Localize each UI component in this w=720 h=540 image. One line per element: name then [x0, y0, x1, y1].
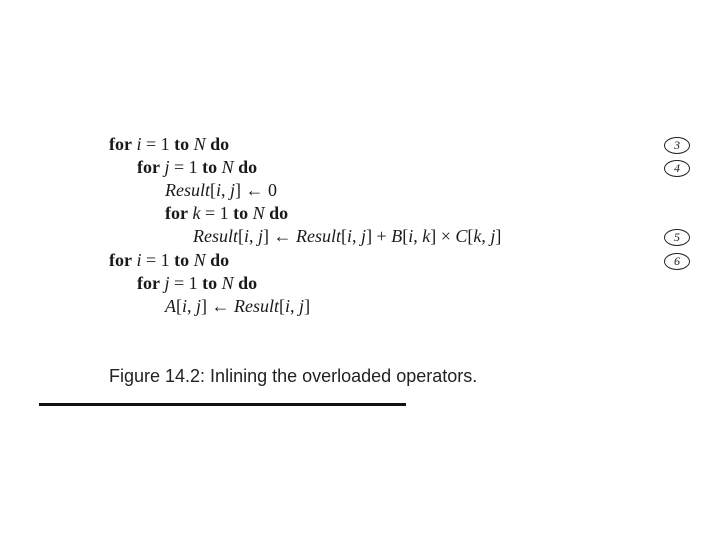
code-line-7: for j = 1 to N do: [137, 273, 258, 293]
code-line-2: for j = 1 to N do: [137, 157, 258, 177]
line-marker-5: 5: [664, 229, 690, 246]
code-line-3: Result[i, j] ← 0: [165, 180, 278, 200]
figure-caption: Figure 14.2: Inlining the overloaded operators.: [109, 366, 478, 386]
line-marker-6: 6: [664, 253, 690, 270]
line-marker-3: 3: [664, 137, 690, 154]
horizontal-rule: [39, 403, 406, 406]
code-line-6: for i = 1 to N do: [109, 250, 230, 270]
code-line-1: for i = 1 to N do: [109, 134, 230, 154]
code-line-4: for k = 1 to N do: [165, 203, 289, 223]
code-line-8: A[i, j] ← Result[i, j]: [165, 296, 311, 316]
code-line-5: Result[i, j] ← Result[i, j] + B[i, k] × C[k, j]: [193, 226, 502, 246]
line-marker-4: 4: [664, 160, 690, 177]
